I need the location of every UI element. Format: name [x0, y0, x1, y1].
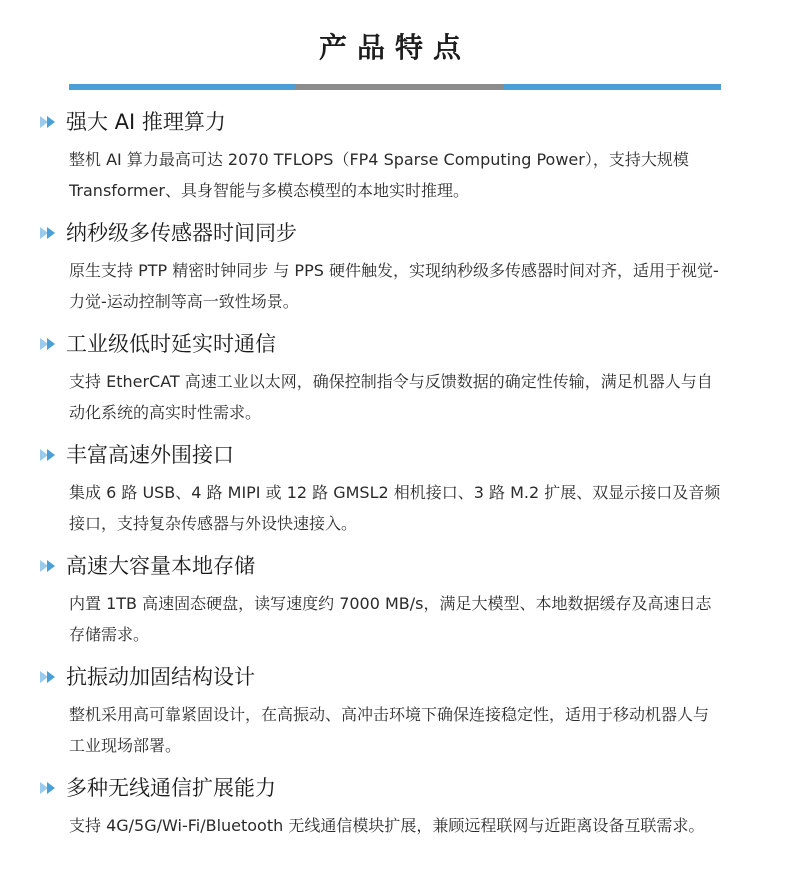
feature-title: 高速大容量本地存储 — [66, 554, 255, 578]
double-arrow-right-icon — [38, 559, 58, 573]
feature-item — [0, 326, 790, 437]
feature-title: 工业级低时延实时通信 — [66, 332, 276, 356]
double-arrow-right-icon — [38, 226, 58, 240]
feature-title: 纳秒级多传感器时间同步 — [66, 221, 297, 245]
double-arrow-right-icon — [38, 670, 58, 684]
page-title: 产品特点 — [318, 31, 471, 64]
feature-item — [0, 104, 790, 215]
double-arrow-right-icon — [38, 448, 58, 462]
feature-description: 集成 6 路 USB、4 路 MIPI 或 12 路 GMSL2 相机接口、3 路 M.2 扩展、双显示接口及音频接口，支持复杂传感器与外设快速接入。 — [69, 483, 721, 533]
feature-description: 整机 AI 算力最高可达 2070 TFLOPS（FP4 Sparse Computing Power），支持大规模 Transformer、具身智能与多模态模型的本地实时推理。 — [69, 150, 689, 200]
feature-heading — [38, 548, 255, 584]
feature-description: 整机采用高可靠紧固设计，在高振动、高冲击环境下确保连接稳定性，适用于移动机器人与工业现场部署。 — [69, 705, 710, 755]
feature-description: 内置 1TB 高速固态硬盘，读写速度约 7000 MB/s，满足大模型、本地数据缓存及高速日志存储需求。 — [69, 594, 712, 644]
feature-item — [0, 770, 790, 881]
feature-heading — [38, 770, 276, 806]
feature-item — [0, 659, 790, 770]
feature-title: 丰富高速外围接口 — [66, 443, 234, 467]
feature-description: 支持 4G/5G/Wi-Fi/Bluetooth 无线通信模块扩展，兼顾远程联网与近距离设备互联需求。 — [69, 816, 705, 835]
feature-list — [0, 104, 790, 881]
feature-description: 支持 EtherCAT 高速工业以太网，确保控制指令与反馈数据的确定性传输，满足机器人与自动化系统的高实时性需求。 — [69, 372, 713, 422]
divider-segment-left — [69, 84, 295, 90]
double-arrow-right-icon — [38, 337, 58, 351]
feature-heading — [38, 215, 297, 251]
feature-item — [0, 215, 790, 326]
double-arrow-right-icon — [38, 781, 58, 795]
feature-title: 多种无线通信扩展能力 — [66, 776, 276, 800]
feature-heading — [38, 104, 226, 140]
divider-segment-middle — [295, 84, 504, 90]
feature-description: 原生支持 PTP 精密时钟同步 与 PPS 硬件触发，实现纳秒级多传感器时间对齐，适用于视觉-力觉-运动控制等高一致性场景。 — [69, 261, 719, 311]
feature-item — [0, 548, 790, 659]
double-arrow-right-icon — [38, 115, 58, 129]
feature-title: 强大 AI 推理算力 — [66, 110, 226, 134]
feature-heading — [38, 437, 234, 473]
title-divider — [69, 84, 721, 90]
feature-title: 抗振动加固结构设计 — [66, 665, 255, 689]
feature-heading — [38, 659, 255, 695]
feature-heading — [38, 326, 276, 362]
feature-item — [0, 437, 790, 548]
divider-segment-right — [504, 84, 721, 90]
